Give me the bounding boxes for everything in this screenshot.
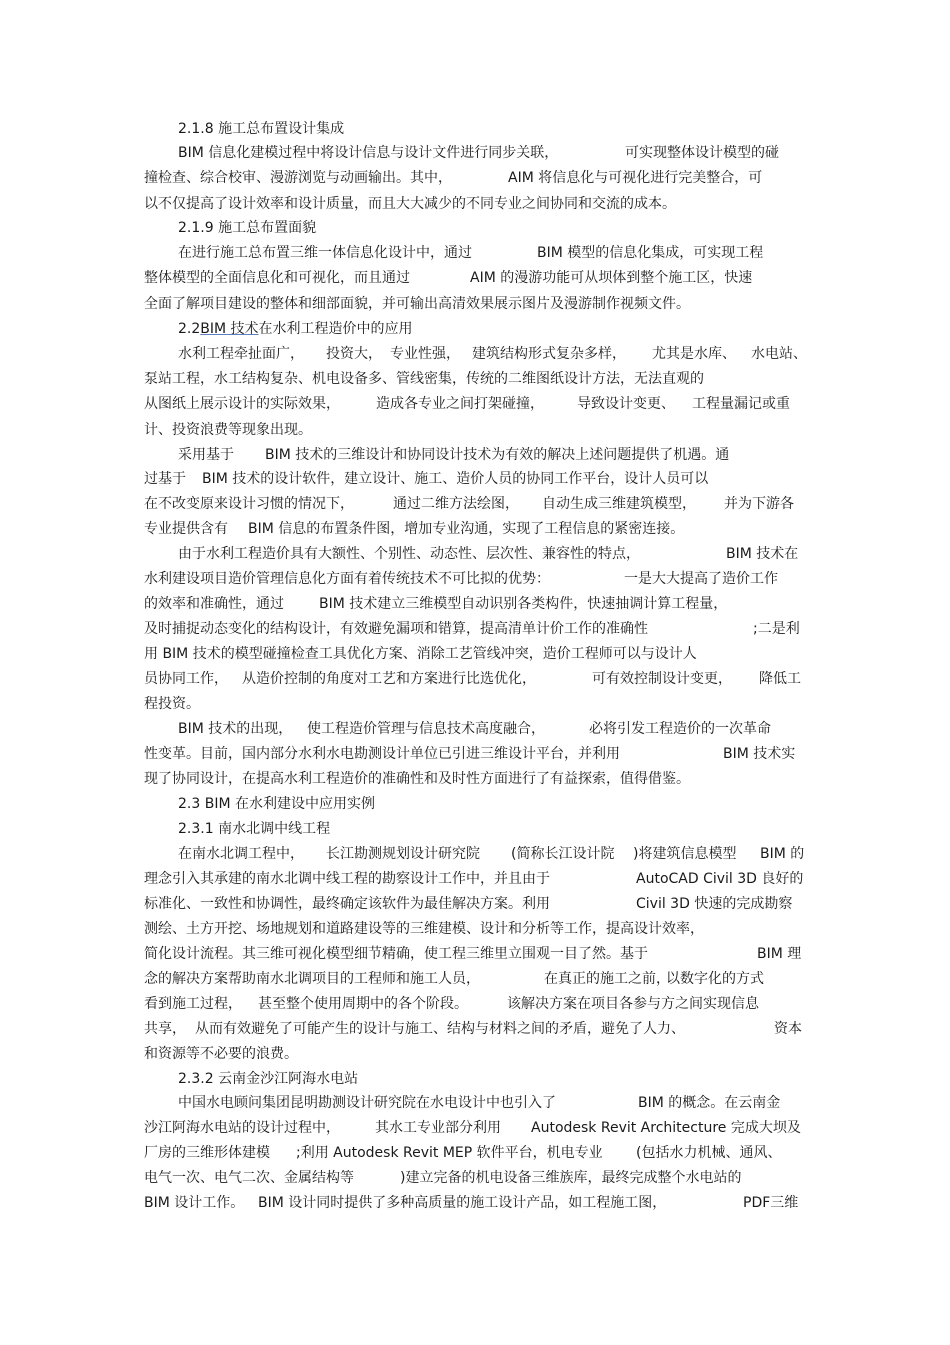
text-segment: AIM 将信息化与可视化进行完美整合，可 bbox=[508, 170, 763, 186]
text-line bbox=[0, 694, 950, 714]
text-segment: 甚至整个使用周期中的各个阶段。 bbox=[258, 996, 468, 1012]
text-segment: 2.3.2 云南金沙江阿海水电站 bbox=[178, 1071, 359, 1087]
text-segment: 工程量漏记或重 bbox=[692, 396, 790, 412]
heading-2-3 bbox=[0, 794, 950, 814]
text-line bbox=[0, 344, 950, 364]
heading-2-3-2 bbox=[0, 1069, 950, 1089]
text-segment: 在进行施工总布置三维一体信息化设计中，通过 bbox=[178, 245, 472, 261]
text-segment: 长江勘测规划设计研究院 bbox=[326, 846, 480, 862]
text-segment: AIM 的漫游功能可从坝体到整个施工区，快速 bbox=[470, 270, 753, 286]
text-segment: PDF三维 bbox=[743, 1195, 799, 1211]
text-segment: 由于水利工程造价具有大额性、个别性、动态性、层次性、兼容性的特点， bbox=[178, 546, 640, 562]
text-segment: 计、投资浪费等现象出现。 bbox=[144, 422, 312, 438]
text-line bbox=[0, 744, 950, 764]
text-line bbox=[0, 769, 950, 789]
text-segment: 造成各专业之间打架碰撞， bbox=[376, 396, 544, 412]
text-segment: 的效率和准确性，通过 bbox=[144, 596, 284, 612]
text-line bbox=[0, 944, 950, 964]
text-segment: 电气一次、电气二次、金属结构等 bbox=[144, 1170, 354, 1186]
text-segment: BIM 理 bbox=[757, 946, 802, 962]
text-segment: 员协同工作， bbox=[144, 671, 228, 687]
text-segment: BIM 技术的出现， bbox=[178, 721, 293, 737]
text-segment: 2.2 bbox=[178, 321, 201, 337]
text-segment: 其水工专业部分利用 bbox=[375, 1120, 501, 1136]
text-line bbox=[0, 844, 950, 864]
text-segment: 和资源等不必要的浪费。 bbox=[144, 1046, 298, 1062]
text-segment: 念的解决方案帮助南水北调项目的工程师和施工人员， bbox=[144, 971, 480, 987]
text-segment: BIM 技术建立三维模型自动识别各类构件，快速抽调计算工程量， bbox=[319, 596, 728, 612]
text-line bbox=[0, 1193, 950, 1213]
text-segment: 使工程造价管理与信息技术高度融合， bbox=[307, 721, 545, 737]
text-segment: 自动生成三维建筑模型， bbox=[542, 496, 696, 512]
text-segment: 理念引入其承建的南水北调中线工程的勘察设计工作中，并且由于 bbox=[144, 871, 550, 887]
text-line bbox=[0, 369, 950, 389]
text-segment: 性变革。目前，国内部分水利水电勘测设计单位已引进三维设计平台，并利用 bbox=[144, 746, 620, 762]
text-segment: 简化设计流程。其三维可视化模型细节精确，使工程三维里立围观一目了然。基于 bbox=[144, 946, 648, 962]
text-segment: 从造价控制的角度对工艺和方案进行比选优化， bbox=[242, 671, 536, 687]
text-segment: BIM 技术的三维设计和协同设计技术为有效的解决上述问题提供了机遇。通 bbox=[265, 447, 730, 463]
text-segment: 过基于 bbox=[144, 471, 186, 487]
text-segment: BIM 模型的信息化集成，可实现工程 bbox=[537, 245, 764, 261]
text-line bbox=[0, 1019, 950, 1039]
text-segment: 泵站工程，水工结构复杂、机电设备多、管线密集，传统的二维图纸设计方法，无法直观的 bbox=[144, 371, 704, 387]
text-segment: BIM 技术的设计软件，建立设计、施工、造价人员的协同工作平台，设计人员可以 bbox=[202, 471, 709, 487]
text-segment: ;二是利 bbox=[753, 621, 800, 637]
text-line bbox=[0, 168, 950, 188]
text-segment: 尤其是水库、 bbox=[652, 346, 736, 362]
text-segment: 水利工程牵扯面广， bbox=[178, 346, 304, 362]
text-segment: 降低工 bbox=[759, 671, 801, 687]
text-line bbox=[0, 869, 950, 889]
text-segment: 从而有效避免了可能产生的设计与施工、结构与材料之间的矛盾，避免了人力、 bbox=[195, 1021, 685, 1037]
text-line bbox=[0, 1093, 950, 1113]
text-segment: 测绘、土方开挖、场地规划和道路建设等的三维建模、设计和分析等工作，提高设计效率， bbox=[144, 921, 704, 937]
text-segment: )建立完备的机电设备三维族库，最终完成整个水电站的 bbox=[400, 1170, 742, 1186]
text-line bbox=[0, 294, 950, 314]
text-segment: 采用基于 bbox=[178, 447, 234, 463]
text-segment: BIM 设计工作。 bbox=[144, 1195, 245, 1211]
text-segment: ;利用 Autodesk Revit MEP 软件平台，机电专业 bbox=[296, 1145, 603, 1161]
text-segment: 在水利工程造价中的应用 bbox=[258, 321, 413, 337]
text-line bbox=[0, 569, 950, 589]
text-segment: 中国水电顾问集团昆明勘测设计研究院在水电设计中也引入了 bbox=[178, 1095, 556, 1111]
text-segment: BIM 技术在 bbox=[726, 546, 799, 562]
text-line bbox=[0, 719, 950, 739]
text-line bbox=[0, 1044, 950, 1064]
text-segment: 可实现整体设计模型的碰 bbox=[625, 145, 779, 161]
text-line bbox=[0, 894, 950, 914]
text-segment: 可有效控制设计变更， bbox=[592, 671, 732, 687]
text-segment: 投资大， bbox=[326, 346, 382, 362]
text-segment: 撞检查、综合校审、漫游浏览与动画输出。其中， bbox=[144, 170, 452, 186]
text-segment: BIM 信息化建模过程中将设计信息与设计文件进行同步关联， bbox=[178, 145, 559, 161]
text-segment: 水电站、 bbox=[751, 346, 807, 362]
heading-2-1-9 bbox=[0, 218, 950, 238]
heading-2-2 bbox=[0, 319, 950, 339]
text-segment: 该解决方案在项目各参与方之间实现信息 bbox=[507, 996, 759, 1012]
text-line bbox=[0, 1118, 950, 1138]
text-line bbox=[0, 544, 950, 564]
text-segment: 专业提供含有 bbox=[144, 521, 228, 537]
text-segment: 整体模型的全面信息化和可视化，而且通过 bbox=[144, 270, 410, 286]
text-segment: BIM 的概念。在云南金 bbox=[638, 1095, 781, 1111]
text-segment: Civil 3D 快速的完成勘察 bbox=[636, 896, 793, 912]
text-segment: 在不改变原来设计习惯的情况下， bbox=[144, 496, 354, 512]
text-line bbox=[0, 594, 950, 614]
text-line bbox=[0, 445, 950, 465]
text-segment: BIM 信息的布置条件图，增加专业沟通，实现了工程信息的紧密连接。 bbox=[248, 521, 685, 537]
text-segment: 2.3 BIM 在水利建设中应用实例 bbox=[178, 796, 375, 812]
text-segment: BIM 设计同时提供了多种高质量的施工设计产品，如工程施工图， bbox=[258, 1195, 667, 1211]
text-segment: 2.3.1 南水北调中线工程 bbox=[178, 821, 331, 837]
text-line bbox=[0, 143, 950, 163]
text-segment: 一是大大提高了造价工作 bbox=[624, 571, 778, 587]
text-segment: 以不仅提高了设计效率和设计质量，而且大大减少的不同专业之间协同和交流的成本。 bbox=[144, 196, 676, 212]
text-segment: AutoCAD Civil 3D 良好的 bbox=[636, 871, 804, 887]
text-line bbox=[0, 394, 950, 414]
text-line bbox=[0, 194, 950, 214]
text-line bbox=[0, 469, 950, 489]
text-segment: 及时捕捉动态变化的结构设计，有效避免漏项和错算，提高清单计价工作的准确性 bbox=[144, 621, 648, 637]
text-segment: 导致设计变更、 bbox=[577, 396, 675, 412]
text-line bbox=[0, 669, 950, 689]
text-line bbox=[0, 969, 950, 989]
text-segment: 沙江阿海水电站的设计过程中， bbox=[144, 1120, 340, 1136]
text-segment: 在真正的施工之前， bbox=[544, 971, 670, 987]
text-line bbox=[0, 494, 950, 514]
text-line bbox=[0, 1143, 950, 1163]
text-segment: 水利建设项目造价管理信息化方面有着传统技术不可比拟的优势： bbox=[144, 571, 550, 587]
text-segment: 专业性强， bbox=[390, 346, 460, 362]
text-segment: 在南水北调工程中， bbox=[178, 846, 304, 862]
text-line bbox=[0, 994, 950, 1014]
text-line bbox=[0, 644, 950, 664]
heading-2-3-1 bbox=[0, 819, 950, 839]
text-line bbox=[0, 420, 950, 440]
text-segment: 资本 bbox=[774, 1021, 802, 1037]
text-segment: Autodesk Revit Architecture 完成大坝及 bbox=[531, 1120, 801, 1136]
text-line bbox=[0, 919, 950, 939]
text-segment: 现了协同设计，在提高水利工程造价的准确性和及时性方面进行了有益探索，值得借鉴。 bbox=[144, 771, 690, 787]
text-segment: BIM 技术实 bbox=[723, 746, 796, 762]
text-segment: 程投资。 bbox=[144, 696, 200, 712]
text-segment: 全面了解项目建设的整体和细部面貌，并可输出高清效果展示图片及漫游制作视频文件。 bbox=[144, 296, 690, 312]
text-line bbox=[0, 519, 950, 539]
text-line bbox=[0, 268, 950, 288]
text-segment: (简称长江设计院 bbox=[511, 846, 615, 862]
text-segment: (包括水力机械、通风、 bbox=[636, 1145, 782, 1161]
text-line bbox=[0, 1168, 950, 1188]
text-segment: BIM 的 bbox=[760, 846, 805, 862]
bim-technology-link[interactable]: BIM 技术 bbox=[200, 321, 259, 337]
text-segment: 通过二维方法绘图， bbox=[393, 496, 519, 512]
text-line bbox=[0, 243, 950, 263]
text-segment: 必将引发工程造价的一次革命 bbox=[589, 721, 771, 737]
text-line bbox=[0, 619, 950, 639]
text-segment: 共享， bbox=[144, 1021, 186, 1037]
text-segment: 用 BIM 技术的模型碰撞检查工具优化方案、消除工艺管线冲突，造价工程师可以与设计人 bbox=[144, 646, 697, 662]
text-segment: 厂房的三维形体建模 bbox=[144, 1145, 270, 1161]
text-segment: 从图纸上展示设计的实际效果， bbox=[144, 396, 340, 412]
text-segment: )将建筑信息模型 bbox=[633, 846, 737, 862]
text-segment: 2.1.9 施工总布置面貌 bbox=[178, 220, 317, 236]
text-segment: 并为下游各 bbox=[724, 496, 794, 512]
text-segment: 标准化、一致性和协调性，最终确定该软件为最佳解决方案。利用 bbox=[144, 896, 550, 912]
text-segment: 2.1.8 施工总布置设计集成 bbox=[178, 121, 345, 137]
text-segment: 建筑结构形式复杂多样， bbox=[472, 346, 626, 362]
text-segment: 看到施工过程， bbox=[144, 996, 242, 1012]
text-segment: 以数字化的方式 bbox=[666, 971, 764, 987]
heading-2-1-8 bbox=[0, 119, 950, 139]
